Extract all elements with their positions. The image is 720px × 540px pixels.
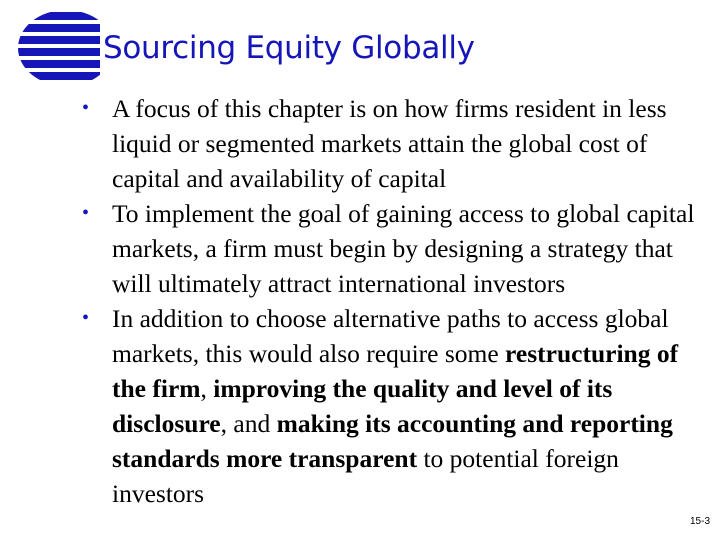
bullet-text: A focus of this chapter is on how firms resident in less liquid or segmented markets attain the global cost of capital and availability of capital (112, 94, 667, 193)
slide-number: 15-3 (690, 516, 711, 527)
bullet-text-emphasis: making its accounting and reporting standards more transparent (112, 409, 673, 473)
bullet-text-segment: In addition to choose alternative paths to access global markets, this would also require some (112, 304, 669, 368)
bullet-text-segment: , (200, 374, 214, 403)
bullet-dot-icon: • (82, 307, 90, 329)
bullet-dot-icon: • (82, 97, 90, 119)
bullet-text-segment: to potential foreign investors (112, 444, 619, 508)
bullet-item-3 (82, 301, 702, 511)
bullet-text: To implement the goal of gaining access to global capital markets, a firm must begin by designing a strategy that will ultimately attract international investors (112, 199, 695, 298)
bullet-dot-icon: • (82, 202, 90, 224)
slide-title: Sourcing Equity Globally (103, 30, 475, 66)
bullet-item-1 (82, 91, 702, 196)
bullet-list (82, 91, 702, 511)
bullet-text-emphasis: improving the quality and level of its disclosure (112, 374, 613, 438)
bullet-item-2 (82, 196, 702, 301)
bullet-text-emphasis: restructuring of the firm (112, 339, 679, 403)
bullet-text-segment: , and (220, 409, 277, 438)
striped-globe-logo-icon (10, 8, 100, 88)
